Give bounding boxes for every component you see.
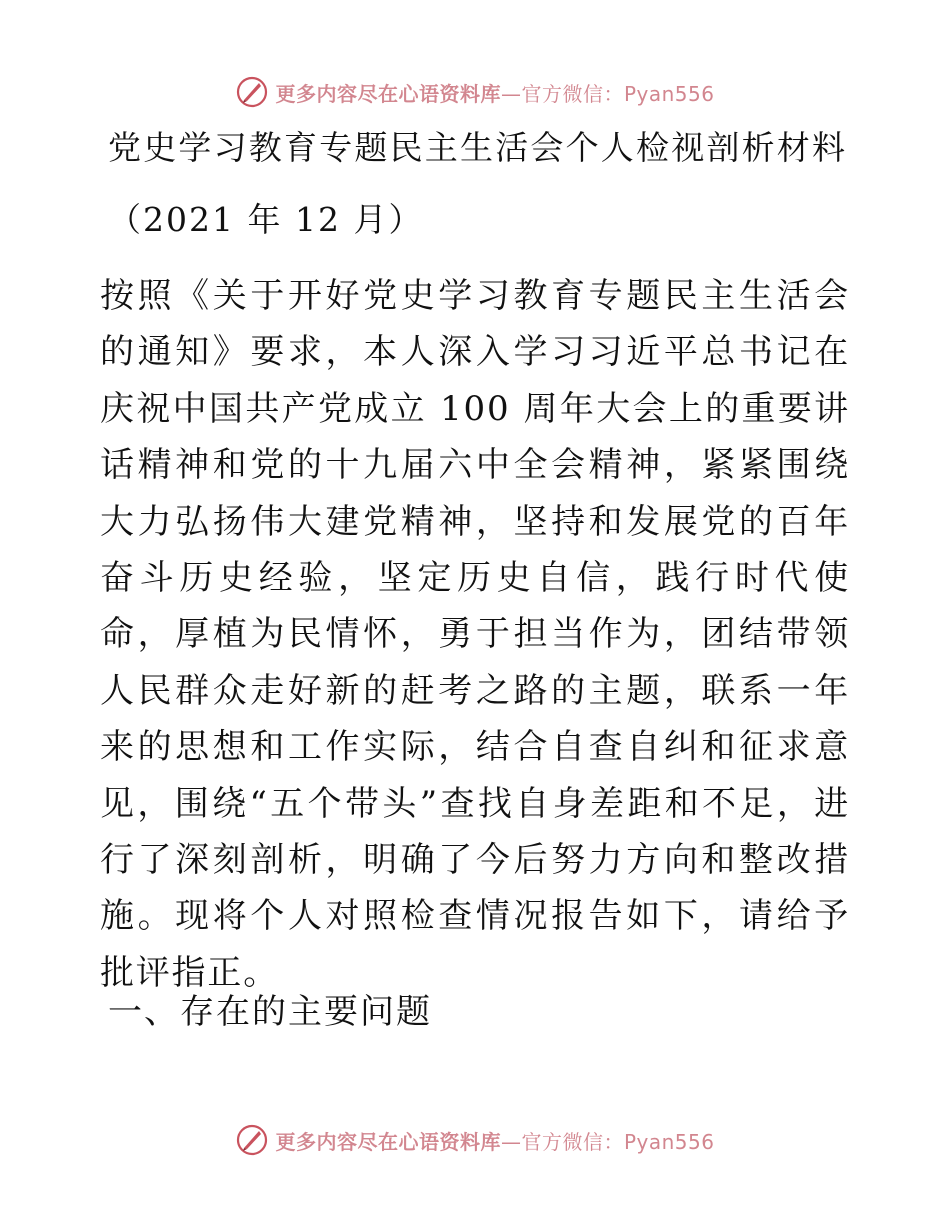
- watermark-prefix: 更多内容尽在心语资料库: [275, 81, 501, 106]
- section-heading: 一、存在的主要问题: [108, 992, 432, 1032]
- quill-pen-logo-icon: [235, 75, 269, 109]
- document-title: 党史学习教育专题民主生活会个人检视剖析材料: [108, 128, 848, 167]
- watermark-prefix: 更多内容尽在心语资料库: [275, 1129, 501, 1154]
- document-date: （2021 年 12 月）: [108, 200, 424, 239]
- watermark-contact: 官方微信：Pyan556: [521, 1129, 715, 1154]
- header-watermark: [0, 72, 950, 112]
- watermark-dash: —: [500, 1129, 522, 1154]
- quill-pen-logo-icon: [235, 1123, 269, 1157]
- document-paragraph: 按照《关于开好党史学习教育专题民主生活会的通知》要求，本人深入学习习近平总书记在庆祝中国共产党成立 100 周年大会上的重要讲话精神和党的十九届六中全会精神，紧紧围绕大力弘扬伟大建党精神，坚持和发展党的百年奋斗历史经验，坚定历史自信，践行时代使命，厚植为民情怀，勇于担当作为，团结带领人民群众走好新的赶考之路的主题，联系一年来的思想和工作实际，结合自查自纠和征求意见，围绕“五个带头”查找自身差距和不足，进行了深刻剖析，明确了今后努力方向和整改措施。现将个人对照检查情况报告如下，请给予批评指正。: [100, 276, 850, 993]
- watermark-contact: 官方微信：Pyan556: [521, 81, 715, 106]
- footer-watermark: [0, 1120, 950, 1160]
- watermark-dash: —: [500, 81, 522, 106]
